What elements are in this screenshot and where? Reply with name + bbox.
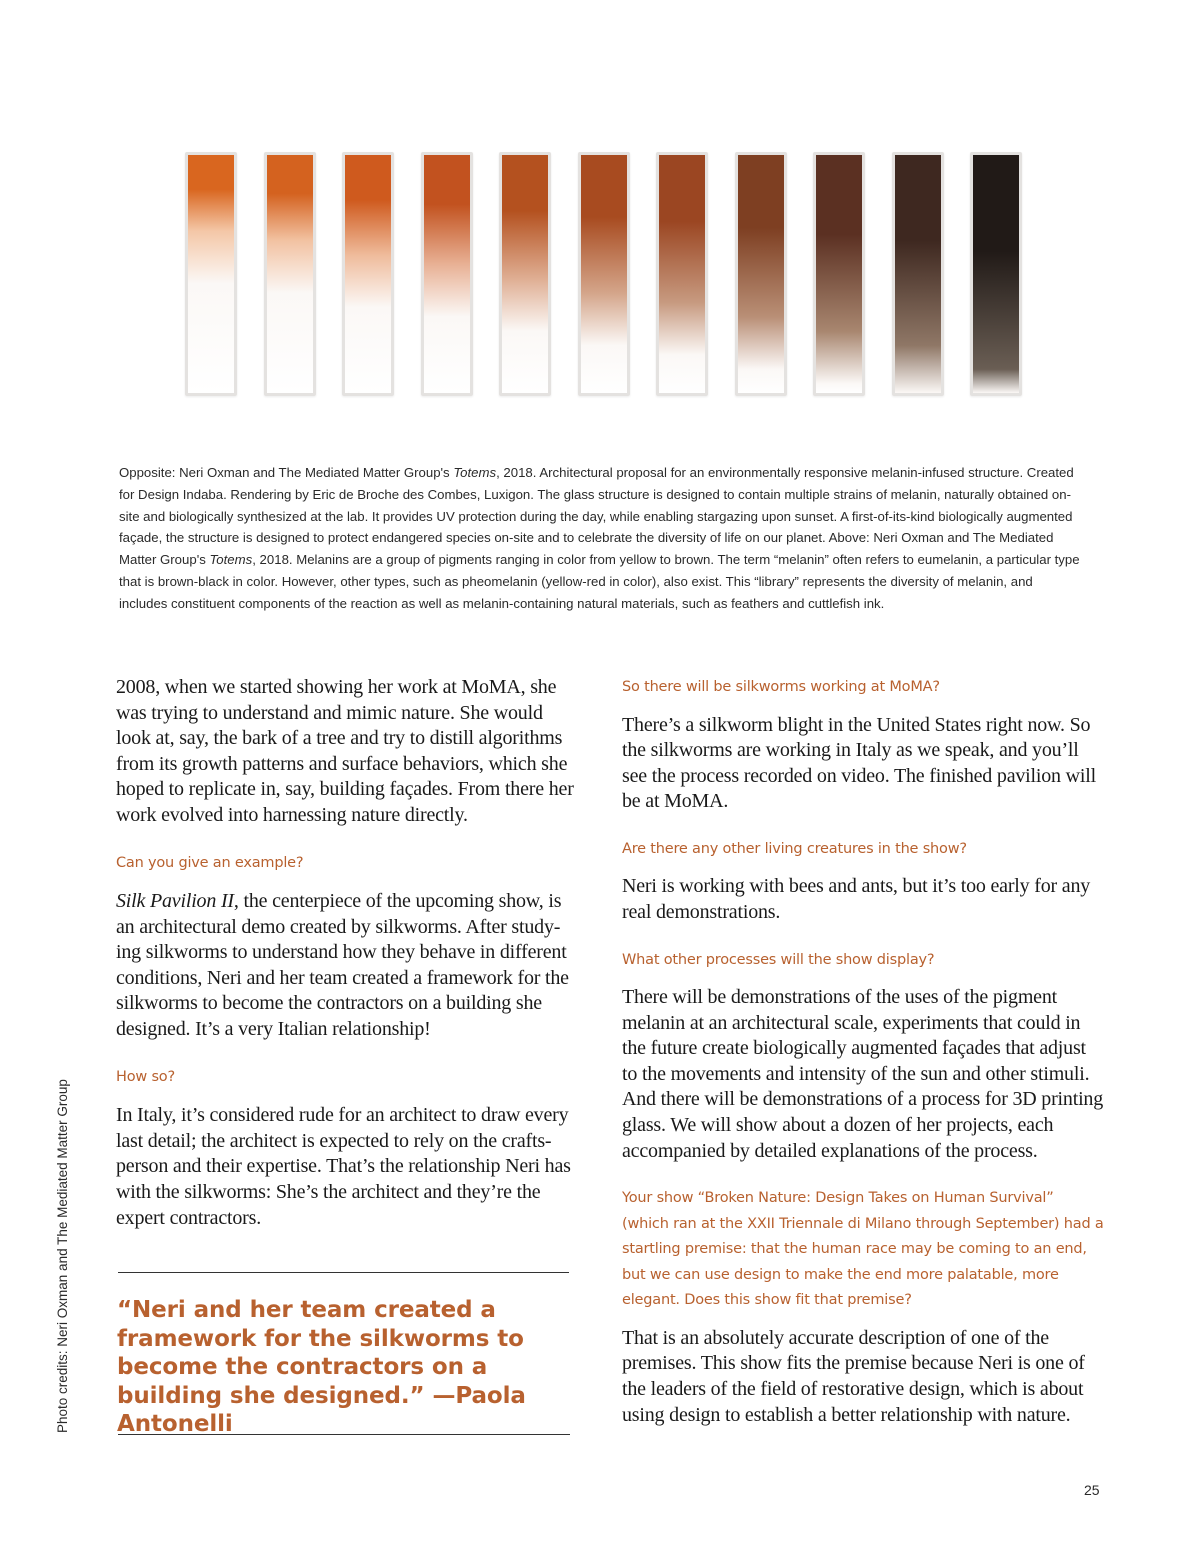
- right-column: [622, 675, 1104, 1428]
- pigment-vial: [656, 152, 708, 396]
- body-paragraph: 2008, when we started showing her work at MoMA, she was trying to understand and mimic nature. She would look at, say, the bark of a tree and try to distill algorithms from its growth patterns and surface behaviors, which she hoped to replicate in, say, building façades. From there her work evolved into harnessing nature directly.: [116, 676, 574, 826]
- body-paragraph: Neri is working with bees and ants, but it’s too early for any real demonstrations.: [622, 875, 1091, 923]
- work-title-italic: Silk Pavilion II: [116, 890, 234, 913]
- body-paragraph: That is an absolutely accurate description of one of the premises. This show fits the premise because Neri is one of the leaders of the field of restorative design, which is about using design to establish a better relationship with nature.: [622, 1326, 1085, 1426]
- caption-text: Opposite: Neri Oxman and The Mediated Matter Group's: [119, 465, 454, 480]
- pigment-vial: [264, 152, 316, 396]
- left-column: [116, 675, 578, 1231]
- caption-text: , 2018. Melanins are a group of pigments ranging in color from yellow to brown. The term “melanin” often refers to eumelanin, a particular type that is brown-black in color. However, other types, such as pheomelanin (yellow-red in color), also exist. This “library” represents the diversity of melanin, and includes constituent components of the reaction as well as melanin-containing natural materials, such as feathers and cuttlefish ink.: [119, 552, 1080, 611]
- body-paragraph: [116, 889, 578, 1043]
- interview-question: Can you give an example?: [116, 854, 304, 871]
- interview-question: What other processes will the show display?: [622, 951, 935, 968]
- pigment-vial: [185, 152, 237, 396]
- body-paragraph: In Italy, it’s considered rude for an architect to draw every last detail; the architect is expected to rely on the crafts-person and their expertise. That’s the relationship Neri has with the silkworms: She’s the architect and they’re the expert contractors.: [116, 1104, 571, 1229]
- pigment-vial: [735, 152, 787, 396]
- caption-text: , 2018. Architectural proposal for an environmentally responsive melanin-infused structure. Created for Design Indaba. Rendering by Eric de Broche des Combes, Luxigon. The glass structure is designed to contain multiple strains of melanin, naturally obtained on-site and biologically synthesized at the lab. It provides UV protection during the day, while enabling stargazing upon sunset. A first-of-its-kind biologically augmented façade, the structure is designed to protect endangered species on-site and to celebrate the diversity of life on our planet. Above: Neri Oxman and The Mediated Matter Group's: [119, 465, 1074, 568]
- pigment-vial: [892, 152, 944, 396]
- pullquote-bottom-rule: [118, 1434, 570, 1435]
- interview-question: So there will be silkworms working at MoMA?: [622, 679, 940, 695]
- pigment-vial: [499, 152, 551, 396]
- image-caption: [119, 462, 1084, 615]
- photo-credit: Photo credits: Neri Oxman and The Mediated Matter Group: [55, 1079, 70, 1433]
- interview-question: Your show “Broken Nature: Design Takes on Human Survival” (which ran at the XXII Triennale di Milano through September) had a startling premise: that the human race may be coming to an end, but we can use design to make the end more palatable, more elegant. Does this show fit that premise?: [622, 1190, 1104, 1309]
- pigment-vial: [342, 152, 394, 396]
- body-paragraph: There’s a silkworm blight in the United States right now. So the silkworms are working in Italy as we speak, and you’ll see the process recorded on video. The finished pavilion will be at MoMA.: [622, 713, 1096, 813]
- caption-title-italic: Totems: [209, 552, 253, 568]
- pigment-vial: [813, 152, 865, 396]
- body-text: , the centerpiece of the upcoming show, is an architectural demo created by silkworms. After study-ing silkworms to understand how they behave in different conditions, Neri and her team created a framework for the silkworms to become the contractors on a building she designed. It’s a very Italian relationship!: [116, 890, 569, 1041]
- pigment-vial: [421, 152, 473, 396]
- interview-question: How so?: [116, 1068, 175, 1085]
- caption-title-italic: Totems: [453, 465, 497, 480]
- pigment-vial: [578, 152, 630, 396]
- page-number: 25: [1084, 1482, 1100, 1498]
- pull-quote: “Neri and her team created a framework for the silkworms to become the contractors on a building she designed.” —Paola Antonelli: [117, 1297, 526, 1437]
- pullquote-top-rule: [118, 1272, 569, 1273]
- body-paragraph: There will be demonstrations of the uses of the pigment melanin at an architectural scale, experiments that could in the future create biologically augmented façades that adjust to the movements and intensity of the sun and other stimuli. And there will be demonstrations of a process for 3D printing glass. We will show about a dozen of her projects, each accompanied by detailed explanations of the process.: [622, 986, 1104, 1162]
- interview-question: Are there any other living creatures in the show?: [622, 840, 967, 857]
- melanin-vials-image: [180, 152, 1020, 400]
- pigment-vial: [970, 152, 1022, 396]
